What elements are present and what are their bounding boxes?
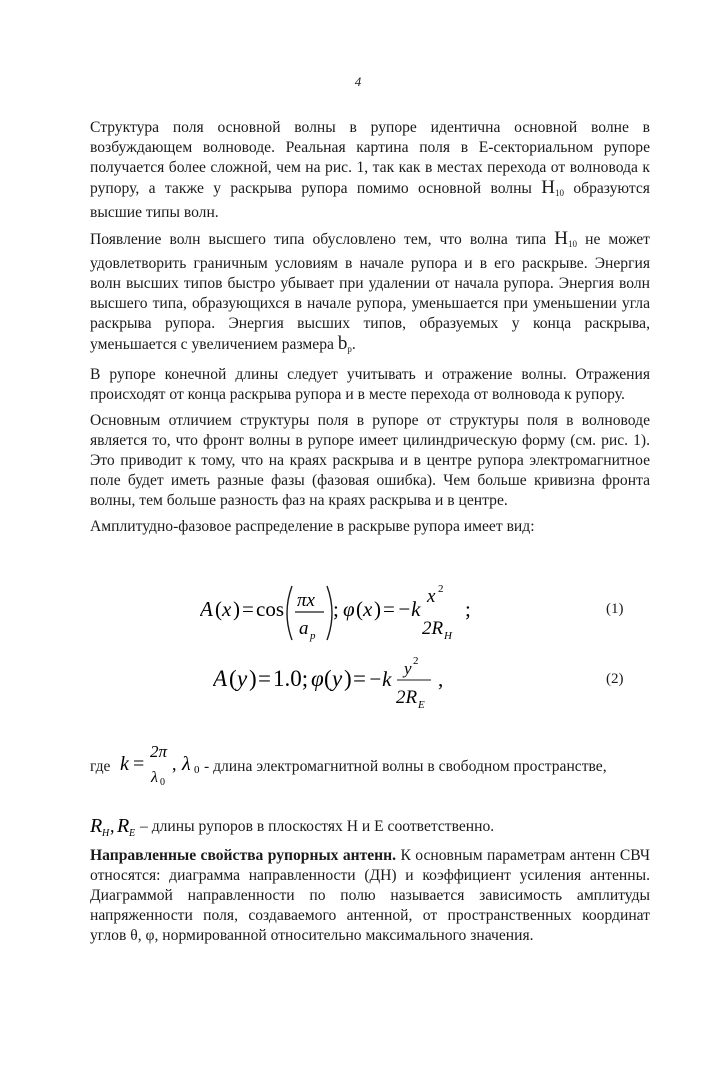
paragraph-4: Основным отличием структуры поля в рупоре от структуры поля в волноводе является то, что фронт волны в рупоре имеет цилиндрическую форму (см. рис. 1). Это приводит к тому, что на краях раскрыва и в центре рупора электромагнитное поле будет иметь разные фазы (фазовая ошибка). Чем больше кривизна фронта волны, тем больше разность фаз на краях раскрыва и в центре.: [90, 412, 650, 509]
svg-text:a: a: [299, 618, 309, 639]
svg-text:=: =: [242, 597, 254, 621]
paragraph-2: Появление волн высшего типа обусловлено тем, что волна типа $H_{10}$ не может удовлетворить граничным условиям в начале рупора и в его раскрыве. Энергия волн высших типов быстро убывает при удалении от начала рупора. Энергия волн высшего типа, образующихся в начале рупора, уменьшается при уменьшении угла раскрыва рупора. Энергия высших типов, образуемых у конца раскрыва, уменьшается с увеличением размера $b_р$.: [90, 228, 650, 354]
mode-h10: $H_{10}$: [554, 228, 578, 249]
paragraph-5: Амплитудно-фазовое распределение в раскрыве рупора имеет вид:: [90, 518, 535, 535]
svg-text:0: 0: [160, 777, 165, 786]
svg-text:): ): [233, 597, 240, 621]
svg-text:y: y: [404, 659, 412, 678]
svg-text:(: (: [324, 666, 332, 691]
svg-text:=: =: [353, 666, 366, 691]
size-bp: $b_р$: [337, 333, 352, 354]
svg-text:R: R: [117, 815, 130, 837]
svg-text:(: (: [229, 666, 237, 691]
svg-text:−k: −k: [397, 597, 421, 621]
svg-text:x: x: [222, 597, 232, 621]
definition-text-1: - длина электромагнитной волны в свободном пространстве,: [204, 758, 607, 775]
section-lead: Направленные свойства рупорных антенн.: [90, 847, 397, 864]
where-word: где: [90, 758, 111, 775]
svg-text:=: =: [133, 753, 145, 775]
svg-text:2R: 2R: [396, 687, 418, 708]
definition-line-2: [90, 814, 650, 840]
svg-text:cos: cos: [256, 597, 284, 621]
svg-text:;: ;: [465, 597, 471, 621]
paragraph-3: В рупоре конечной длины следует учитывать и отражение волны. Отражения происходят от конца раскрыва рупора и в месте перехода от волновода к рупору.: [90, 366, 650, 403]
body-text-top: [90, 118, 650, 537]
svg-text:H: H: [102, 828, 110, 839]
svg-text:y: y: [332, 666, 343, 691]
svg-text:=: =: [383, 597, 395, 621]
definition-line-1: [90, 740, 660, 786]
svg-text:φ: φ: [311, 666, 324, 691]
definition-text-2: – длины рупоров в плоскостях Н и Е соответственно.: [140, 818, 495, 835]
equation-number-1: (1): [606, 601, 624, 617]
svg-text:): ): [344, 666, 352, 691]
svg-text:A: A: [213, 666, 228, 691]
svg-text:2R: 2R: [422, 618, 444, 639]
paragraph-1: [90, 118, 650, 223]
svg-text:;: ;: [333, 597, 339, 621]
svg-text:E: E: [418, 699, 425, 710]
paragraph-7-text: К основным параметрам антенн СВЧ относятся: диаграмма направленности (ДН) и коэффициент усиления антенны. Диаграммой направленности по полю называется зависимость амплитуды напряженности поля, создаваемого антенной, от пространственных координат углов θ, φ, нормированной относительно максимального значения.: [90, 847, 650, 944]
svg-text:−k: −k: [368, 667, 392, 691]
paragraph-1-text: Структура поля основной волны в рупоре идентична основной волне в возбуждающем волноводе. Реальная картина поля в Е-секториальном рупоре получается более сложной, чем на рис. 1, так как в местах перехода от волновода к рупору, а также у раскрыва рупора помимо основной волны: [90, 119, 650, 197]
formula-2: [213, 652, 473, 710]
paragraph-7: [90, 846, 650, 946]
svg-text:(: (: [356, 597, 363, 621]
svg-text:λ: λ: [151, 769, 158, 786]
svg-text:y: y: [237, 666, 248, 691]
body-text-bottom: [90, 846, 650, 946]
formula-2-svg: [213, 652, 473, 710]
svg-text:2: 2: [413, 655, 419, 667]
svg-text:R: R: [90, 815, 103, 837]
paragraph-1-tail: образуются высшие типы волн.: [90, 180, 650, 221]
svg-text:(: (: [215, 597, 222, 621]
svg-text:x: x: [427, 586, 436, 607]
svg-text:): ): [374, 597, 381, 621]
formula-1: [200, 578, 500, 648]
svg-text:): ): [249, 666, 257, 691]
svg-text:2: 2: [438, 583, 444, 595]
page-number: 4: [354, 74, 362, 89]
svg-text:πx: πx: [297, 590, 315, 611]
svg-text:,: ,: [110, 816, 115, 836]
formula-1-A: A: [200, 597, 213, 621]
svg-text:E: E: [129, 828, 136, 839]
svg-text:H: H: [444, 630, 452, 642]
svg-text:=: =: [258, 666, 271, 691]
formula-1-svg: [200, 578, 500, 648]
svg-text:2π: 2π: [150, 742, 168, 761]
svg-text:λ: λ: [182, 753, 191, 775]
svg-text:p: p: [310, 630, 316, 642]
svg-text:,: ,: [172, 754, 177, 774]
svg-text:0: 0: [194, 764, 200, 776]
svg-text:,: ,: [438, 667, 444, 691]
svg-text:φ: φ: [343, 597, 355, 621]
svg-text:1.0;: 1.0;: [273, 666, 309, 691]
equation-number-2: (2): [606, 671, 624, 687]
mode-h10: $H_{10}$: [541, 177, 564, 198]
svg-text:x: x: [363, 597, 373, 621]
svg-text:k: k: [120, 753, 129, 775]
